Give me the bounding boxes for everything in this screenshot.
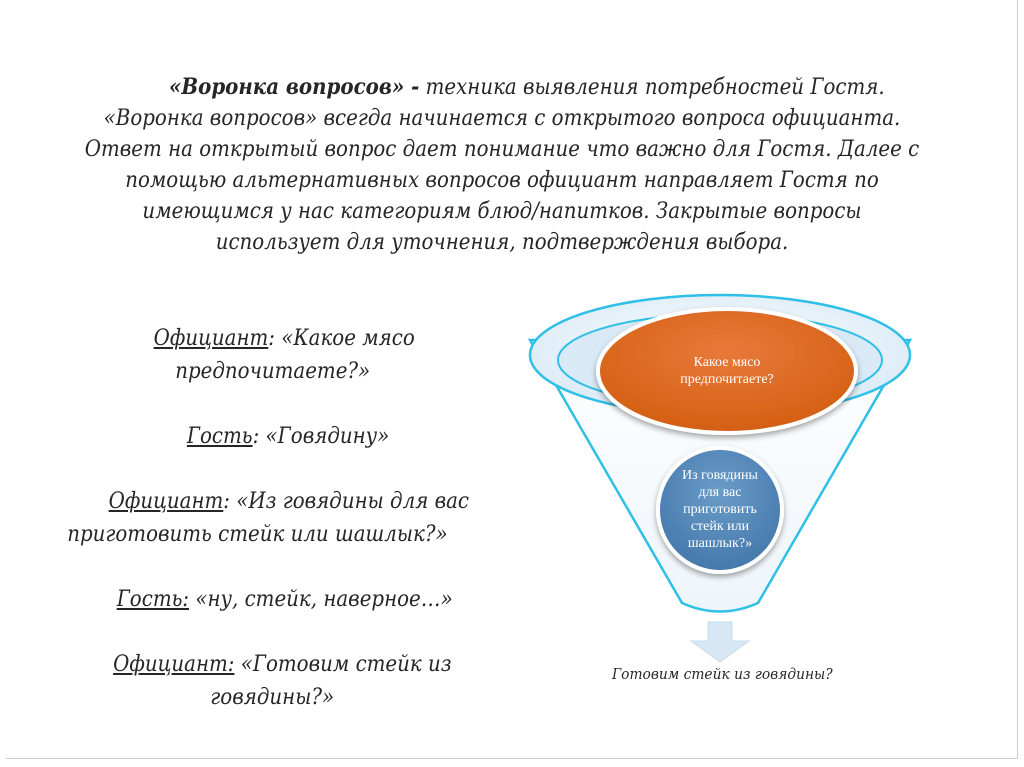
speaker-separator: : [252, 424, 266, 449]
dialogue-example [60, 322, 483, 714]
dialogue-line [60, 583, 483, 616]
down-arrow-icon [691, 622, 749, 662]
intro-line: имеющимся у нас категориям блюд/напитков. Закрытые вопросы [142, 199, 862, 224]
dialogue-line: приготовить стейк или шашлык?» [67, 522, 448, 547]
speaker-label: Гость: [116, 587, 190, 612]
dialogue-line: предпочитаете?» [175, 359, 371, 384]
intro-line [70, 72, 934, 103]
intro-line: «Воронка вопросов» всегда начинается с открытого вопроса официанта. [103, 106, 901, 131]
middle-circle-text: Из говядины [682, 468, 758, 483]
speaker-separator: : [268, 326, 282, 351]
intro-definition: техника выявления потребностей Гостя. [419, 75, 885, 100]
intro-line: помощью альтернативных вопросов официант направляет Гостя по [125, 168, 879, 193]
intro-line: использует для уточнения, подтверждения выбора. [215, 230, 789, 255]
dialogue-text: «Из говядины для вас [236, 489, 470, 514]
dialogue-line [60, 420, 483, 453]
speaker-label: Официант: [113, 652, 235, 677]
speaker-label: Официант [153, 326, 269, 351]
intro-line: Ответ на открытый вопрос дает понимание что важно для Гостя. Далее с [84, 137, 920, 162]
funnel-result-text: Готовим стейк из говядины? [612, 665, 833, 683]
top-circle-text: Какое мясо [693, 355, 761, 370]
dialogue-text: «Готовим стейк из [240, 652, 452, 677]
speaker-separator: : [223, 489, 237, 514]
dialogue-text: «ну, стейк, наверное…» [195, 587, 453, 612]
dialogue-line [60, 648, 483, 681]
middle-circle-label [664, 467, 776, 552]
speaker-label: Гость [186, 424, 253, 449]
middle-circle-text: для вас [698, 485, 742, 500]
dialogue-text: «Говядину» [265, 424, 390, 449]
middle-circle-text: шашлык?» [687, 536, 753, 551]
dialogue-text: «Какое мясо [281, 326, 415, 351]
middle-circle-text: приготовить [683, 502, 757, 517]
dialogue-line [60, 485, 483, 518]
dialogue-line [60, 322, 483, 355]
dialogue-line: говядины?» [210, 685, 335, 710]
intro-text [70, 72, 934, 262]
middle-circle-text: стейк или [690, 519, 750, 534]
top-circle-label [646, 354, 808, 388]
top-circle-text: предпочитаете? [680, 372, 774, 387]
intro-term: «Воронка вопросов» - [169, 74, 420, 100]
speaker-label: Официант [108, 489, 224, 514]
